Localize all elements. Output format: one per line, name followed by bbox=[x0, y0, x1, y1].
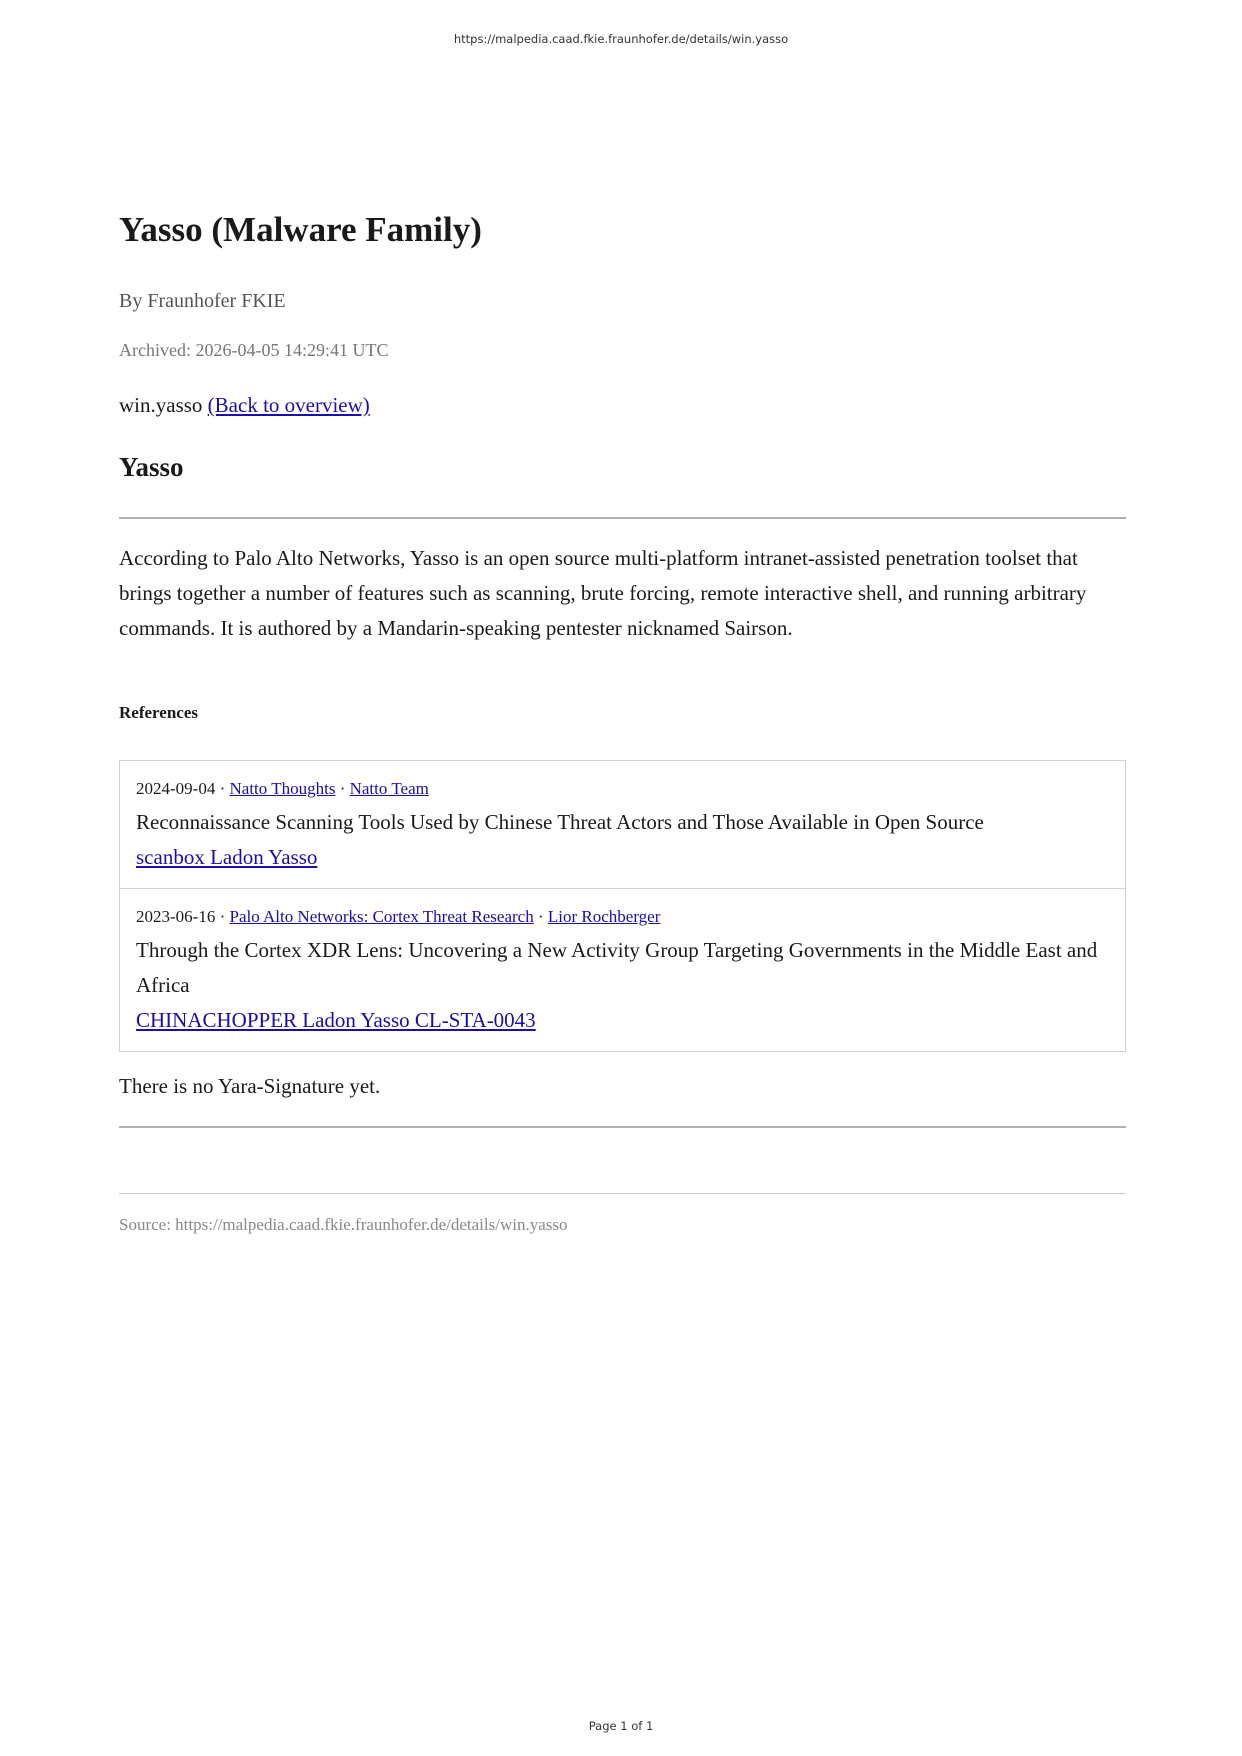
back-to-overview-link[interactable]: (Back to overview) bbox=[207, 393, 370, 417]
references-heading: References bbox=[119, 703, 198, 722]
reference-tags bbox=[136, 840, 1109, 874]
reference-tags bbox=[136, 1003, 1109, 1037]
archived-timestamp: Archived: 2026-04-05 14:29:41 UTC bbox=[119, 340, 389, 360]
reference-date: 2024-09-04 bbox=[136, 779, 216, 798]
reference-tags-link[interactable]: scanbox Ladon Yasso bbox=[136, 845, 318, 869]
meta-separator: · bbox=[219, 779, 226, 798]
reference-source-link[interactable]: Palo Alto Networks: Cortex Threat Research bbox=[229, 907, 534, 926]
reference-item bbox=[120, 888, 1125, 1051]
section-title: Yasso bbox=[119, 452, 184, 482]
source-url: Source: https://malpedia.caad.fkie.fraunhofer.de/details/win.yasso bbox=[119, 1215, 568, 1234]
references-list bbox=[119, 760, 1126, 1052]
divider bbox=[119, 517, 1126, 519]
divider bbox=[119, 1193, 1126, 1194]
reference-title: Through the Cortex XDR Lens: Uncovering a New Activity Group Targeting Governments in the Middle East and Africa bbox=[136, 938, 1098, 997]
meta-separator: · bbox=[219, 907, 226, 926]
page-title: Yasso (Malware Family) bbox=[119, 210, 482, 249]
reference-title: Reconnaissance Scanning Tools Used by Chinese Threat Actors and Those Available in Open Source bbox=[136, 810, 984, 834]
reference-author-link[interactable]: Natto Team bbox=[349, 779, 429, 798]
reference-author-link[interactable]: Lior Rochberger bbox=[547, 907, 661, 926]
byline: By Fraunhofer FKIE bbox=[119, 290, 286, 312]
family-description: According to Palo Alto Networks, Yasso is an open source multi-platform intranet-assisted penetration toolset that brings together a number of features such as scanning, brute forcing, remote interactive shell, and running arbitrary commands. It is authored by a Mandarin-speaking pentester nicknamed Sairson. bbox=[119, 546, 1087, 640]
reference-item bbox=[120, 761, 1125, 888]
reference-meta bbox=[136, 905, 1109, 929]
print-header-url: https://malpedia.caad.fkie.fraunhofer.de/details/win.yasso bbox=[453, 32, 789, 46]
reference-meta bbox=[136, 777, 1109, 801]
yara-note: There is no Yara-Signature yet. bbox=[119, 1074, 381, 1098]
divider bbox=[119, 1126, 1126, 1128]
page-number: Page 1 of 1 bbox=[588, 1719, 654, 1733]
reference-tags-link[interactable]: CHINACHOPPER Ladon Yasso CL-STA-0043 bbox=[136, 1008, 536, 1032]
identifier-line bbox=[119, 393, 370, 418]
meta-separator: · bbox=[537, 907, 544, 926]
reference-date: 2023-06-16 bbox=[136, 907, 216, 926]
reference-source-link[interactable]: Natto Thoughts bbox=[229, 779, 336, 798]
family-identifier: win.yasso bbox=[119, 393, 203, 417]
meta-separator: · bbox=[339, 779, 346, 798]
